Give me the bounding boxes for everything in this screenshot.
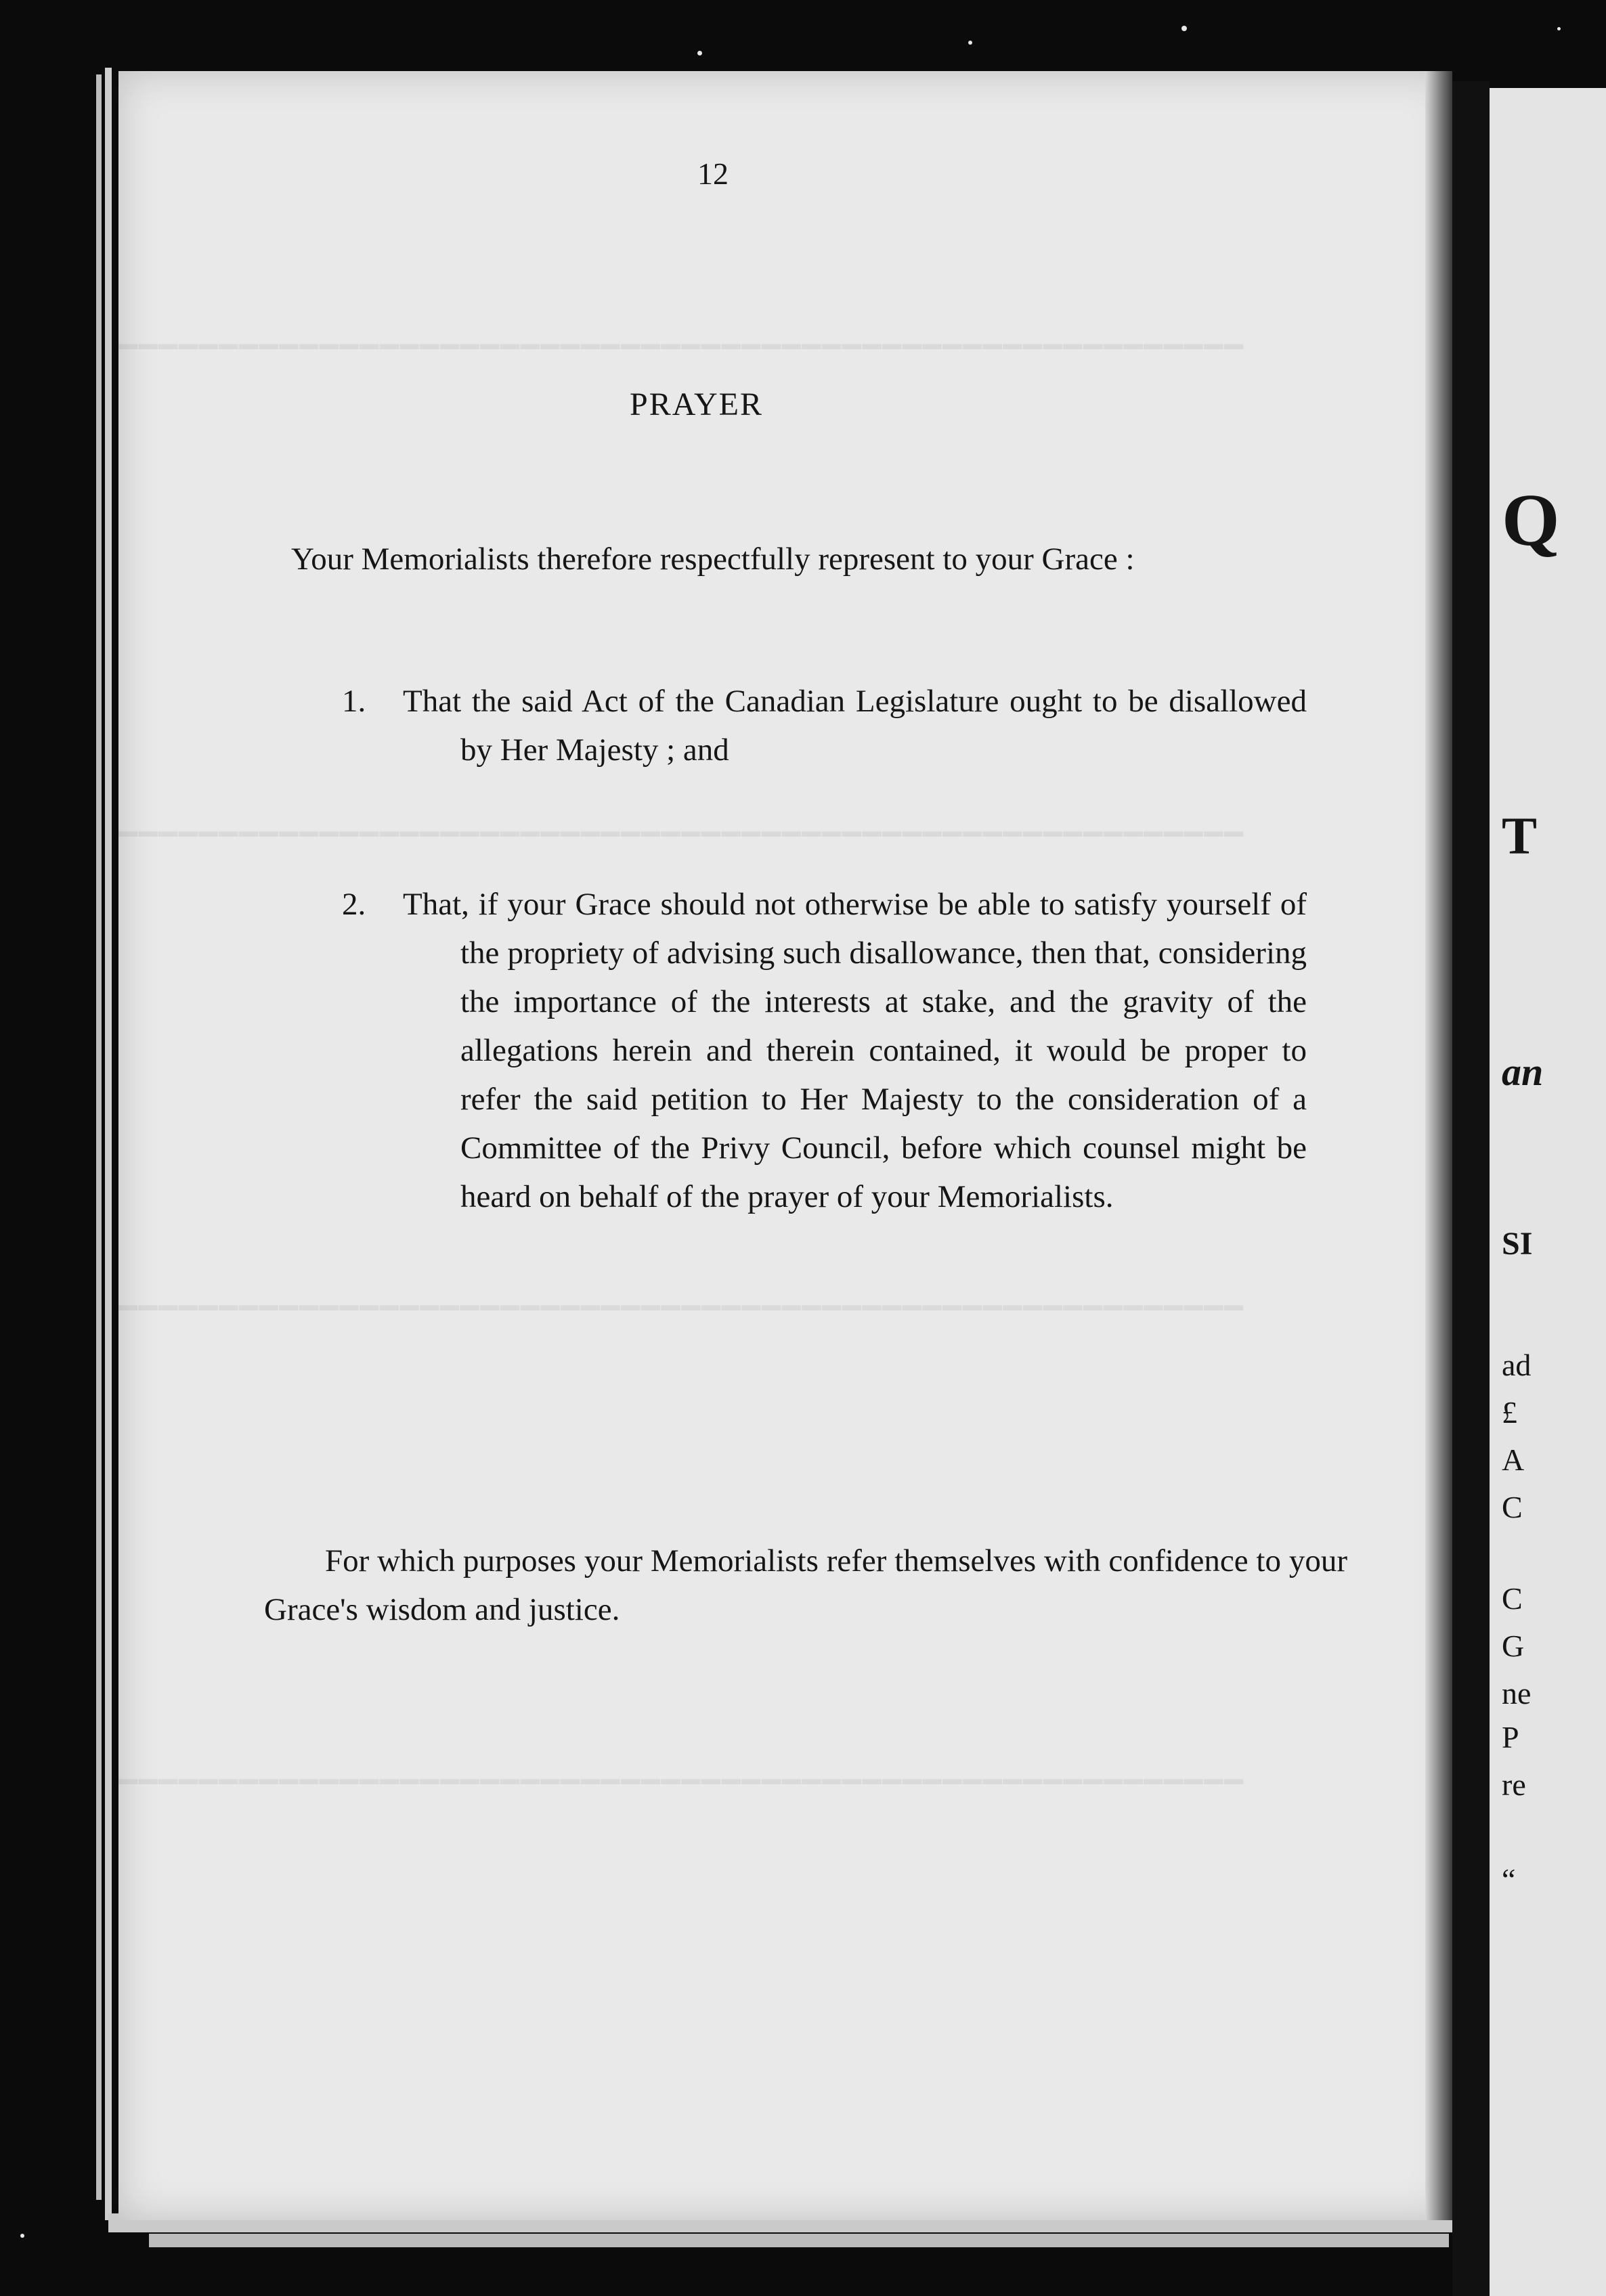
page-edge: [96, 74, 102, 2200]
intro-paragraph: Your Memorialists therefore respectfully represent to your Grace :: [291, 542, 1135, 577]
page-gutter-shadow: [1425, 71, 1452, 2220]
show-through: ━━━━━━━━━━━━━━━━━━━━━━━━━━━━━━━━━━━━━━━━━━━━━━━━━━━━━━━━: [118, 1765, 1244, 1799]
page-number: 12: [697, 156, 729, 191]
section-heading: PRAYER: [630, 387, 763, 422]
adjacent-text-fragment: A: [1502, 1442, 1525, 1477]
page-edge: [105, 68, 112, 2220]
adjacent-text-fragment: ad: [1502, 1348, 1532, 1382]
page-edge-bottom: [149, 2234, 1449, 2247]
adjacent-text-fragment: ne: [1502, 1676, 1532, 1710]
prayer-item-1: [342, 677, 1307, 774]
adjacent-text-fragment: SI: [1502, 1226, 1533, 1262]
closing-paragraph: For which purposes your Memorialists refer themselves with confidence to your Grace's wisdom and justice.: [264, 1543, 1347, 1627]
item-text: That, if your Grace should not otherwise be able to satisfy yourself of the propriety of advising such disallowance, then that, considering the importance of the interests at stake, and the gravity of the allegations herein and therein contained, it would be proper to refer the said petition to Her Majesty to the consideration of a Committee of the Privy Council, before which counsel might be heard on behalf of the prayer of your Memorialists.: [403, 887, 1307, 1214]
scan-speck: [1181, 26, 1187, 31]
show-through: ━━━━━━━━━━━━━━━━━━━━━━━━━━━━━━━━━━━━━━━━━━━━━━━━━━━━━━━━: [118, 330, 1244, 364]
prayer-item-2: [342, 880, 1307, 1221]
item-number: 1.: [342, 684, 366, 719]
scan-speck: [20, 2234, 24, 2238]
page-divider: [1452, 81, 1490, 2296]
adjacent-text-fragment: G: [1502, 1629, 1525, 1663]
scan-speck: [968, 41, 972, 45]
adjacent-page: [1490, 88, 1606, 2296]
scan-speck: [697, 51, 702, 56]
adjacent-text-fragment: P: [1502, 1720, 1519, 1754]
adjacent-text-fragment: an: [1502, 1050, 1544, 1094]
adjacent-text-fragment: C: [1502, 1490, 1523, 1524]
adjacent-text-fragment: T: [1502, 806, 1538, 865]
adjacent-text-fragment: “: [1502, 1862, 1516, 1897]
adjacent-text-fragment: C: [1502, 1581, 1523, 1616]
item-text: That the said Act of the Canadian Legislature ought to be disallowed by Her Majesty ; and: [403, 684, 1307, 768]
show-through: ━━━━━━━━━━━━━━━━━━━━━━━━━━━━━━━━━━━━━━━━━━━━━━━━━━━━━━━━: [118, 817, 1244, 852]
show-through: ━━━━━━━━━━━━━━━━━━━━━━━━━━━━━━━━━━━━━━━━━━━━━━━━━━━━━━━━: [118, 1291, 1244, 1325]
adjacent-text-fragment: Q: [1502, 479, 1560, 561]
scan-speck: [1557, 27, 1561, 30]
item-number: 2.: [342, 887, 366, 922]
adjacent-text-fragment: £: [1502, 1395, 1517, 1430]
adjacent-text-fragment: re: [1502, 1767, 1526, 1802]
